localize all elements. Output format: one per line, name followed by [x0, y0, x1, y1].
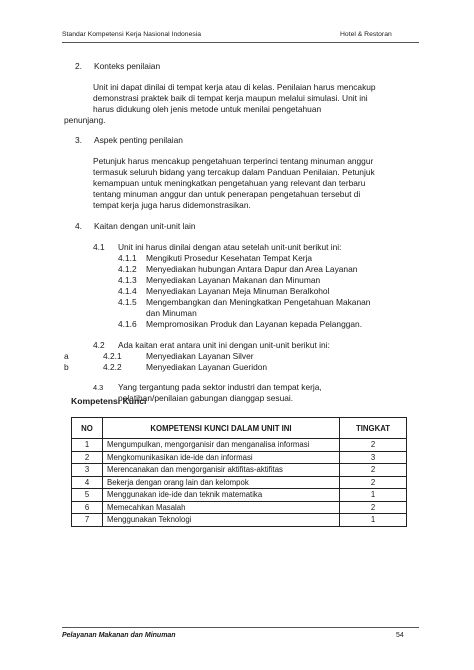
section-2-line: penunjang.: [64, 115, 106, 125]
list-item-mark: a: [64, 351, 69, 361]
subsection-4-3-line: pelatihan/penilaian gabungan dianggap sesuai.: [118, 393, 294, 403]
section-2-line: Unit ini dapat dinilai di tempat kerja atau di kelas. Penilaian harus mencakup: [93, 82, 376, 92]
table-row: [72, 439, 407, 452]
list-item-code: 4.1.5: [118, 297, 137, 307]
list-item-code: 4.2.1: [103, 351, 122, 361]
section-3-line: tentang minuman anggur dan untuk penerapan pengetahuan tersebut di: [93, 189, 361, 199]
section-3-line: tempat kerja juga harus didemonstrasikan.: [93, 200, 251, 210]
row-number: 6: [72, 501, 103, 514]
table-row: [72, 476, 407, 489]
header-title: Standar Kompetensi Kerja Nasional Indonesia: [62, 31, 202, 38]
row-tingkat: 2: [340, 464, 407, 477]
list-item-code: 4.2.2: [103, 362, 122, 372]
list-item-text: Mengikuti Prosedur Kesehatan Tempat Kerja: [146, 253, 313, 263]
row-kompetensi: Merencanakan dan mengorganisir aktifitas-aktifitas: [103, 464, 340, 477]
row-tingkat: 2: [340, 439, 407, 452]
table-header-row: [72, 418, 407, 439]
subsection-4-2-text: Ada kaitan erat antara unit ini dengan unit-unit berikut ini:: [118, 340, 330, 350]
table-row: [72, 464, 407, 477]
section-2-number: 2.: [75, 61, 82, 71]
list-item-text: Mengembangkan dan Meningkatkan Pengetahuan Makanan: [146, 297, 371, 307]
row-tingkat: 2: [340, 501, 407, 514]
list-item-mark: b: [64, 362, 69, 372]
row-number: 2: [72, 451, 103, 464]
section-4-number: 4.: [75, 221, 82, 231]
list-item-text: Mempromosikan Produk dan Layanan kepada Pelanggan.: [146, 319, 363, 329]
kompetensi-table: [71, 417, 407, 527]
subsection-4-1-text: Unit ini harus dinilai dengan atau setelah unit-unit berikut ini:: [118, 242, 342, 252]
column-header-kompetensi: KOMPETENSI KUNCI DALAM UNIT INI: [103, 418, 340, 439]
list-item-text: Menyediakan Layanan Makanan dan Minuman: [146, 275, 321, 285]
row-number: 1: [72, 439, 103, 452]
header-section: Hotel & Restoran: [340, 31, 392, 38]
section-3-number: 3.: [75, 135, 82, 145]
row-kompetensi: Mengkomunikasikan ide-ide dan informasi: [103, 451, 340, 464]
table-row: [72, 501, 407, 514]
subsection-4-1-number: 4.1: [93, 242, 105, 252]
row-number: 5: [72, 489, 103, 502]
list-item-text: Menyediakan Layanan Gueridon: [146, 362, 268, 372]
section-3-line: termasuk seluruh bidang yang tercakup dalam Panduan Penilaian. Petunjuk: [93, 167, 375, 177]
footer-rule: [62, 627, 419, 628]
kompetensi-heading: Kompetensi Kunci: [71, 396, 147, 406]
row-tingkat: 1: [340, 489, 407, 502]
row-kompetensi: Mengumpulkan, mengorganisir dan menganalisa informasi: [103, 439, 340, 452]
table-row: [72, 514, 407, 527]
column-header-no: NO: [72, 418, 103, 439]
table-row: [72, 451, 407, 464]
table-row: [72, 489, 407, 502]
footer-title: Pelayanan Makanan dan Minuman: [62, 632, 176, 639]
section-2-title: Konteks penilaian: [94, 61, 161, 71]
page-number: 54: [396, 632, 404, 639]
subsection-4-3-line: Yang tergantung pada sektor industri dan tempat kerja,: [118, 382, 322, 392]
section-3-line: Petunjuk harus mencakup pengetahuan terperinci tentang minuman anggur: [93, 156, 374, 166]
subsection-4-3-number: 4.3: [93, 383, 104, 392]
row-kompetensi: Menggunakan ide-ide dan teknik matematika: [103, 489, 340, 502]
row-tingkat: 2: [340, 476, 407, 489]
section-2-line: demonstrasi praktek baik di tempat kerja maupun melalui simulasi. Unit ini: [93, 93, 368, 103]
row-kompetensi: Menggunakan Teknologi: [103, 514, 340, 527]
header-rule: [62, 42, 419, 43]
row-number: 7: [72, 514, 103, 527]
row-number: 4: [72, 476, 103, 489]
section-4-title: Kaitan dengan unit-unit lain: [94, 221, 196, 231]
list-item-code: 4.1.4: [118, 286, 137, 296]
list-item-text: Menyediakan Layanan Meja Minuman Beralkohol: [146, 286, 330, 296]
list-item-code: 4.1.3: [118, 275, 137, 285]
row-kompetensi: Bekerja dengan orang lain dan kelompok: [103, 476, 340, 489]
subsection-4-2-number: 4.2: [93, 340, 105, 350]
column-header-tingkat: TINGKAT: [340, 418, 407, 439]
list-item-code: 4.1.2: [118, 264, 137, 274]
section-2-line: harus didukung oleh jenis metode untuk menilai pengetahuan: [93, 104, 322, 114]
section-3-title: Aspek penting penilaian: [94, 135, 183, 145]
list-item-code: 4.1.1: [118, 253, 137, 263]
row-tingkat: 1: [340, 514, 407, 527]
row-kompetensi: Memecahkan Masalah: [103, 501, 340, 514]
section-3-line: kemampuan untuk meningkatkan pengetahuan yang relevant dan terbaru: [93, 178, 366, 188]
list-item-text: Menyediakan hubungan Antara Dapur dan Area Layanan: [146, 264, 358, 274]
row-number: 3: [72, 464, 103, 477]
list-item-text: Menyediakan Layanan Silver: [146, 351, 254, 361]
row-tingkat: 3: [340, 451, 407, 464]
list-item-text: dan Minuman: [146, 308, 197, 318]
list-item-code: 4.1.6: [118, 319, 137, 329]
